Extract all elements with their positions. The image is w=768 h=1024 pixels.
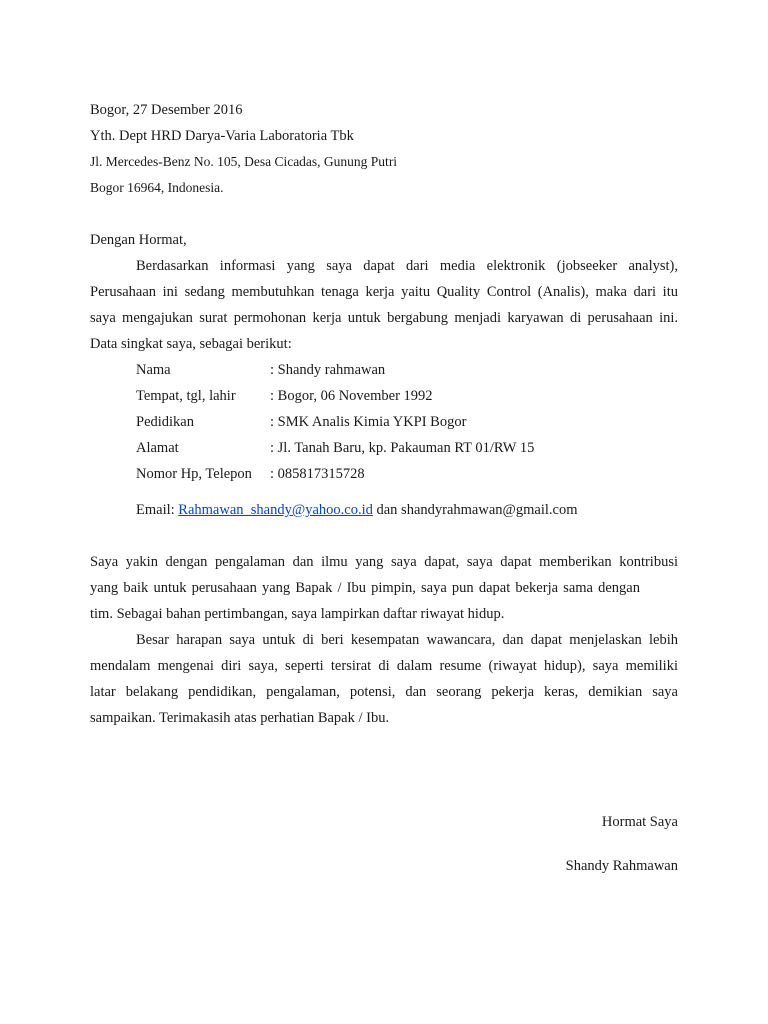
data-label-ttl: Tempat, tgl, lahir [136, 388, 236, 404]
email-rest: dan shandyrahmawan@gmail.com [372, 502, 578, 518]
data-label-alamat: Alamat [136, 440, 179, 456]
intro-line: saya mengajukan surat permohonan kerja untuk bergabung menjadi karyawan di perusahaan ini. [90, 310, 678, 326]
data-label-pendidikan: Pedidikan [136, 414, 194, 430]
intro-line: Data singkat saya, sebagai berikut: [90, 336, 292, 352]
data-value-nama: : Shandy rahmawan [270, 362, 386, 378]
data-value-telepon: : 085817315728 [270, 466, 365, 482]
closing: Hormat Saya [601, 814, 678, 830]
data-value-pendidikan: : SMK Analis Kimia YKPI Bogor [270, 414, 467, 430]
data-value-ttl: : Bogor, 06 November 1992 [270, 388, 433, 404]
recipient-line: Yth. Dept HRD Darya-Varia Laboratoria Tbk [90, 128, 354, 144]
email-label: Email: [136, 502, 175, 518]
intro-line: Perusahaan ini sedang membutuhkan tenaga kerja yaitu Quality Control (Analis), maka dari itu [90, 284, 678, 300]
data-label-telepon: Nomor Hp, Telepon [136, 466, 252, 482]
data-label-nama: Nama [136, 362, 171, 378]
body2-line: mendalam mengenai diri saya, seperti tersirat di dalam resume (riwayat hidup), saya memiliki [90, 658, 678, 674]
signature-name: Shandy Rahmawan [565, 858, 678, 874]
data-value-alamat: : Jl. Tanah Baru, kp. Pakauman RT 01/RW 15 [270, 440, 535, 456]
body2-line: sampaikan. Terimakasih atas perhatian Bapak / Ibu. [90, 710, 390, 726]
body1-line: Saya yakin dengan pengalaman dan ilmu yang saya dapat, saya dapat memberikan kontribusi [90, 554, 678, 570]
body1-line: yang baik untuk perusahaan yang Bapak / Ibu pimpin, saya pun dapat bekerja sama dengan [90, 580, 640, 596]
address-line-1: Jl. Mercedes-Benz No. 105, Desa Cicadas, Gunung Putri [90, 154, 398, 169]
address-line-2: Bogor 16964, Indonesia. [90, 180, 224, 195]
greeting: Dengan Hormat, [90, 232, 187, 248]
body2-line: Besar harapan saya untuk di beri kesempatan wawancara, dan dapat menjelaskan lebih [136, 632, 678, 648]
letter-date: Bogor, 27 Desember 2016 [90, 102, 243, 118]
body1-line: tim. Sebagai bahan pertimbangan, saya lampirkan daftar riwayat hidup. [90, 606, 505, 622]
body2-line: latar belakang pendidikan, pengalaman, potensi, dan seorang pekerja keras, demikian saya [90, 684, 678, 700]
email-line [136, 501, 577, 519]
intro-line: Berdasarkan informasi yang saya dapat dari media elektronik (jobseeker analyst), [136, 258, 678, 274]
email-link[interactable]: Rahmawan_shandy@yahoo.co.id [178, 502, 373, 518]
